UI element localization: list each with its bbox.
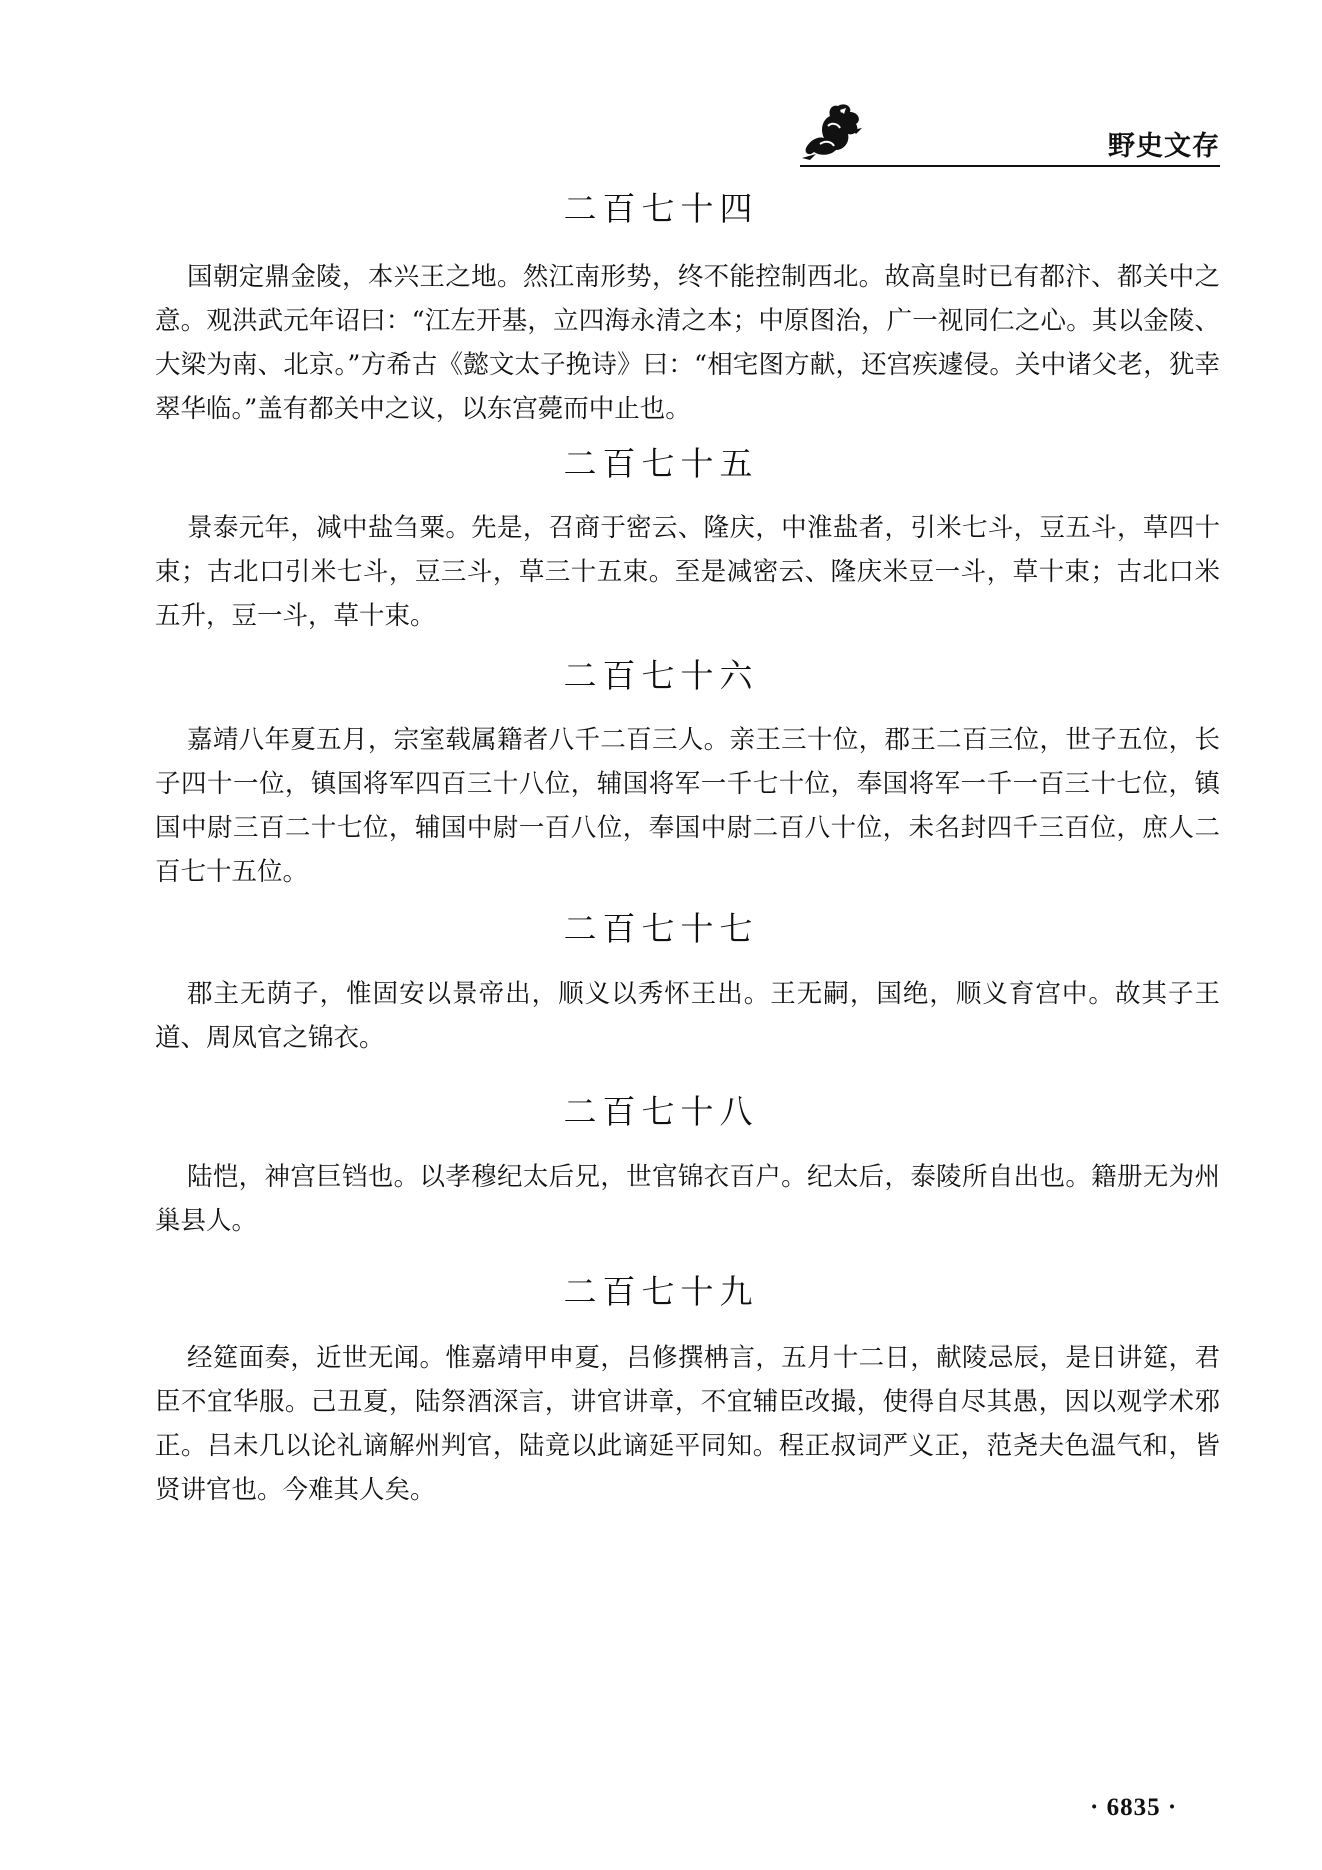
section-paragraph: 景泰元年，减中盐刍粟。先是，召商于密云、隆庆，中淮盐者，引米七斗，豆五斗，草四十束；古北口引米七斗，豆三斗，草三十五束。至是减密云、隆庆米豆一斗，草十束；古北口米五升，豆一斗，草十束。: [155, 513, 1220, 631]
section-heading: 二百七十八: [563, 1092, 759, 1131]
running-header: [800, 100, 1220, 172]
running-header-title: 野史文存: [1108, 131, 1220, 162]
section-paragraph: 嘉靖八年夏五月，宗室载属籍者八千二百三人。亲王三十位，郡王二百三位，世子五位，长子四十一位，镇国将军四百三十八位，辅国将军一千七十位，奉国将军一千一百三十七位，镇国中尉三百二十七位，辅国中尉一百八位，奉国中尉二百八十位，未名封四千三百位，庶人二百七十五位。: [155, 725, 1220, 887]
header-rule: [800, 165, 1220, 167]
section-heading: 二百七十五: [563, 444, 759, 483]
section-heading: 二百七十六: [563, 656, 759, 695]
section-paragraph: 经筵面奏，近世无闻。惟嘉靖甲申夏，吕修撰柟言，五月十二日，献陵忌辰，是日讲筵，君臣不宜华服。己丑夏，陆祭酒深言，讲官讲章，不宜辅臣改撮，使得自尽其愚，因以观学术邪正。吕未几以论礼谪解州判官，陆竟以此谪延平同知。程正叔词严义正，范尧夫色温气和，皆贤讲官也。今难其人矣。: [155, 1343, 1220, 1505]
section-paragraph: 郡主无荫子，惟固安以景帝出，顺义以秀怀王出。王无嗣，国绝，顺义育宫中。故其子王道、周凤官之锦衣。: [155, 979, 1220, 1053]
section-paragraph: 国朝定鼎金陵，本兴王之地。然江南形势，终不能控制西北。故高皇时已有都汴、都关中之意。观洪武元年诏曰：“江左开基，立四海永清之本；中原图治，广一视同仁之心。其以金陵、大梁为南、北京。”方希古《懿文太子挽诗》曰：“相宅图方献，还宫疾遽侵。关中诸父老，犹幸翠华临。”盖有都关中之议，以东宫薨而中止也。: [155, 262, 1220, 424]
section-paragraph: 陆恺，神宫巨铛也。以孝穆纪太后兄，世官锦衣百户。纪太后，泰陵所自出也。籍册无为州巢县人。: [155, 1162, 1220, 1236]
section-heading: 二百七十四: [563, 189, 759, 228]
section-heading: 二百七十七: [563, 909, 759, 948]
section-heading: 二百七十九: [563, 1272, 759, 1311]
page-number: · 6835 ·: [1090, 1794, 1178, 1821]
dragon-emblem-icon: [800, 100, 866, 164]
